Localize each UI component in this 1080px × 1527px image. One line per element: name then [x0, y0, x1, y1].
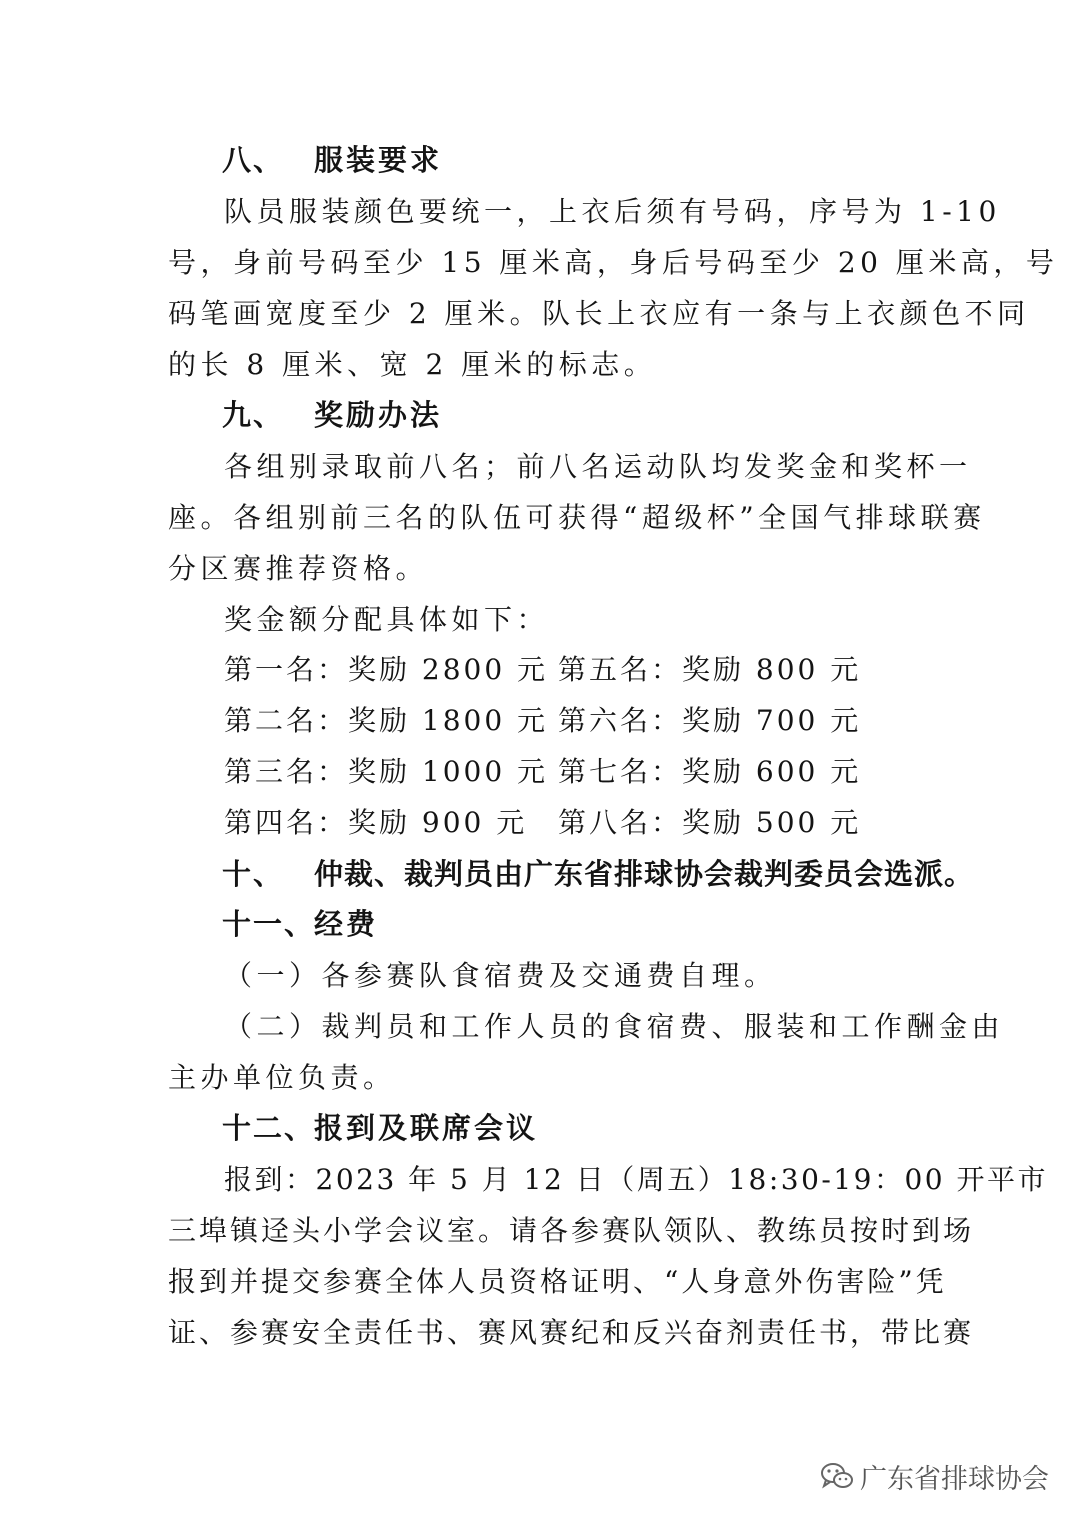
section-9-heading	[222, 397, 442, 433]
section-10-heading	[222, 856, 974, 892]
section-8-line-3: 码笔画宽度至少 2 厘米。队长上衣应有一条与上衣颜色不同	[168, 297, 1030, 330]
section-9-number: 九、	[222, 398, 285, 432]
section-8-line-2: 号，身前号码至少 15 厘米高，身后号码至少 20 厘米高，号	[168, 246, 1059, 279]
section-11-line-2: （二）裁判员和工作人员的食宿费、服装和工作酬金由	[224, 1010, 1005, 1043]
prize-5: 第五名：奖励 800 元	[558, 653, 862, 686]
prize-8: 第八名：奖励 500 元	[558, 806, 862, 839]
section-9-line-1: 各组别录取前八名；前八名运动队均发奖金和奖杯一	[224, 450, 972, 483]
section-8-title: 服装要求	[314, 143, 443, 177]
prize-7: 第七名：奖励 600 元	[558, 755, 862, 788]
prize-1: 第一名：奖励 2800 元	[224, 653, 549, 686]
prize-2: 第二名：奖励 1800 元	[224, 704, 549, 737]
section-8-number: 八、	[222, 143, 285, 177]
section-11-line-1: （一）各参赛队食宿费及交通费自理。	[224, 959, 777, 992]
section-8-line-4: 的长 8 厘米、宽 2 厘米的标志。	[168, 348, 657, 381]
section-9-title: 奖励办法	[314, 398, 443, 432]
section-9-line-3: 分区赛推荐资格。	[168, 552, 429, 585]
section-8-line-1: 队员服装颜色要统一，上衣后须有号码，序号为 1-10	[224, 195, 1001, 228]
section-11-number: 十一、	[222, 907, 316, 941]
section-12-line-1: 报到：2023 年 5 月 12 日（周五）18:30-19：00 开平市	[224, 1163, 1049, 1196]
wechat-icon	[820, 1461, 854, 1491]
section-8-heading	[222, 142, 442, 178]
watermark	[820, 1456, 1049, 1496]
prize-3: 第三名：奖励 1000 元	[224, 755, 549, 788]
section-12-line-3: 报到并提交参赛全体人员资格证明、“人身意外伤害险”凭	[168, 1265, 947, 1298]
section-10-title: 仲裁、裁判员由广东省排球协会裁判委员会选派。	[314, 857, 975, 891]
watermark-text: 广东省排球协会	[860, 1463, 1049, 1495]
section-10-number: 十、	[222, 857, 285, 891]
section-12-title: 报到及联席会议	[314, 1111, 539, 1145]
section-9-line-2: 座。各组别前三名的队伍可获得“超级杯”全国气排球联赛	[168, 501, 986, 534]
section-11-line-3: 主办单位负责。	[168, 1061, 396, 1094]
section-12-line-4: 证、参赛安全责任书、赛风赛纪和反兴奋剂责任书，带比赛	[168, 1316, 975, 1349]
section-12-number: 十二、	[222, 1111, 316, 1145]
prize-4: 第四名：奖励 900 元	[224, 806, 528, 839]
section-11-heading	[222, 906, 378, 942]
prize-intro: 奖金额分配具体如下：	[224, 603, 550, 636]
section-12-line-2: 三埠镇迳头小学会议室。请各参赛队领队、教练员按时到场	[168, 1214, 975, 1247]
section-11-title: 经费	[314, 907, 379, 941]
prize-6: 第六名：奖励 700 元	[558, 704, 862, 737]
section-12-heading	[222, 1110, 538, 1146]
